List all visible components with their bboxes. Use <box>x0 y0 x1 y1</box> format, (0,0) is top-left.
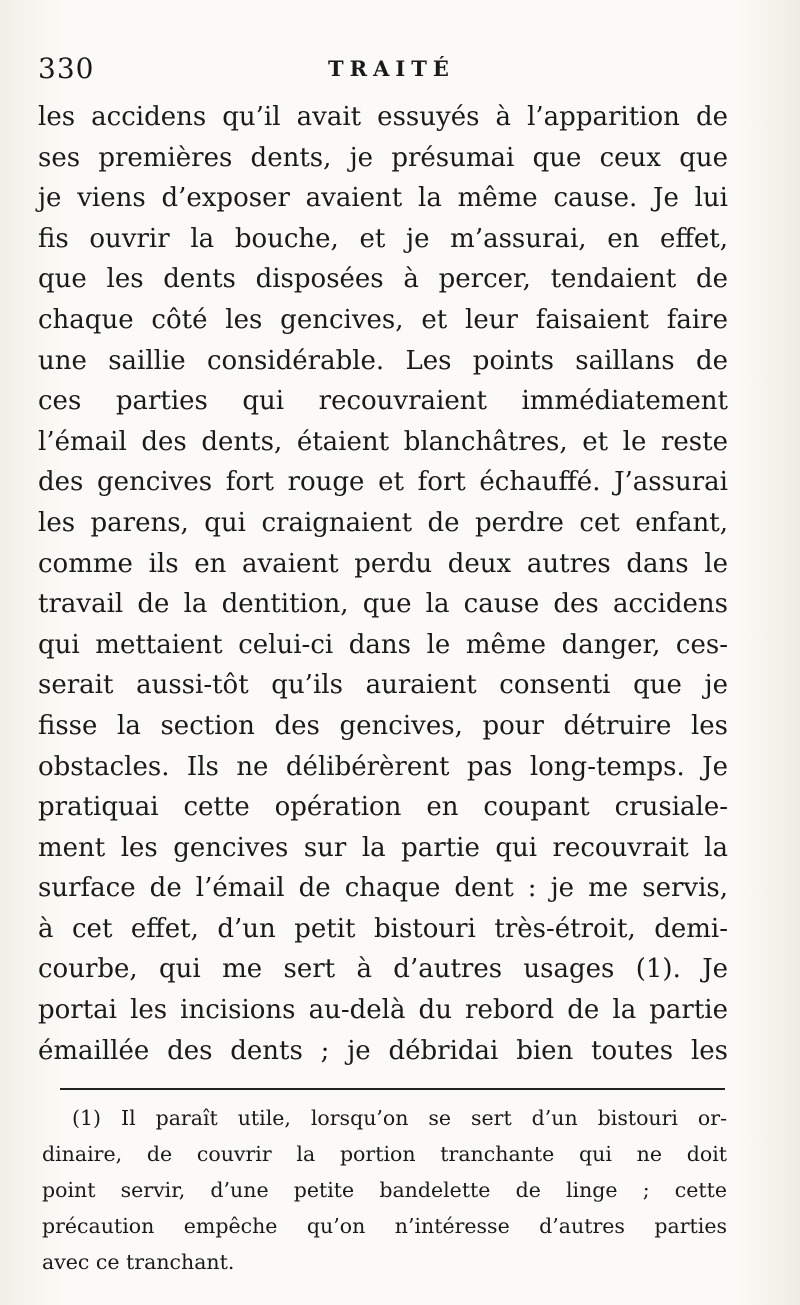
main-text <box>38 97 728 1071</box>
text-line: émaillée des dents ; je débridai bien toutes les <box>38 1035 728 1066</box>
text-line: des gencives fort rouge et fort échauffé. J’assurai <box>38 467 728 498</box>
text-line: pratiquai cette opération en coupant crusiale- <box>38 792 728 823</box>
text-line: à cet effet, d’un petit bistouri très-étroit, demi- <box>38 913 728 944</box>
text-line: courbe, qui me sert à d’autres usages (1). Je <box>38 954 728 985</box>
footnote-line: (1) Il paraît utile, lorsqu’on se sert d’un bistouri or- <box>72 1106 727 1130</box>
page-header <box>38 52 758 92</box>
text-line: que les dents disposées à percer, tendaient de <box>38 264 728 295</box>
text-line: l’émail des dents, étaient blanchâtres, et le reste <box>38 426 728 457</box>
page-number: 330 <box>38 52 95 85</box>
running-head: TRAITÉ <box>328 56 455 81</box>
text-line: ment les gencives sur la partie qui recouvrait la <box>38 832 728 863</box>
text-line: fisse la section des gencives, pour détruire les <box>38 710 728 741</box>
text-line: travail de la dentition, que la cause des accidens <box>38 589 728 620</box>
footnote-line: précaution empêche qu’on n’intéresse d’autres parties <box>42 1214 727 1238</box>
footnote <box>42 1100 727 1280</box>
footnote-divider <box>60 1088 725 1090</box>
text-line: surface de l’émail de chaque dent : je me servis, <box>38 873 728 904</box>
footnote-line: avec ce tranchant. <box>42 1250 235 1274</box>
text-line: fis ouvrir la bouche, et je m’assurai, en effet, <box>38 223 728 254</box>
text-line: qui mettaient celui-ci dans le même danger, ces- <box>38 629 728 660</box>
text-line: une saillie considérable. Les points saillans de <box>38 345 728 376</box>
text-line: je viens d’exposer avaient la même cause. Je lui <box>38 183 728 214</box>
footnote-line: dinaire, de couvrir la portion tranchante qui ne doit <box>42 1142 727 1166</box>
footnote-line: point servir, d’une petite bandelette de linge ; cette <box>42 1178 727 1202</box>
text-line: ces parties qui recouvraient immédiatement <box>38 386 728 417</box>
text-line: obstacles. Ils ne délibérèrent pas long-temps. Je <box>38 751 728 782</box>
text-line: serait aussi-tôt qu’ils auraient consenti que je <box>38 670 728 701</box>
text-line: les parens, qui craignaient de perdre cet enfant, <box>38 507 728 538</box>
text-line: portai les incisions au-delà du rebord de la partie <box>38 995 728 1026</box>
text-line: ses premières dents, je présumai que ceux que <box>38 142 728 173</box>
text-line: comme ils en avaient perdu deux autres dans le <box>38 548 728 579</box>
text-line: chaque côté les gencives, et leur faisaient faire <box>38 304 728 335</box>
text-line: les accidens qu’il avait essuyés à l’apparition de <box>38 102 728 132</box>
